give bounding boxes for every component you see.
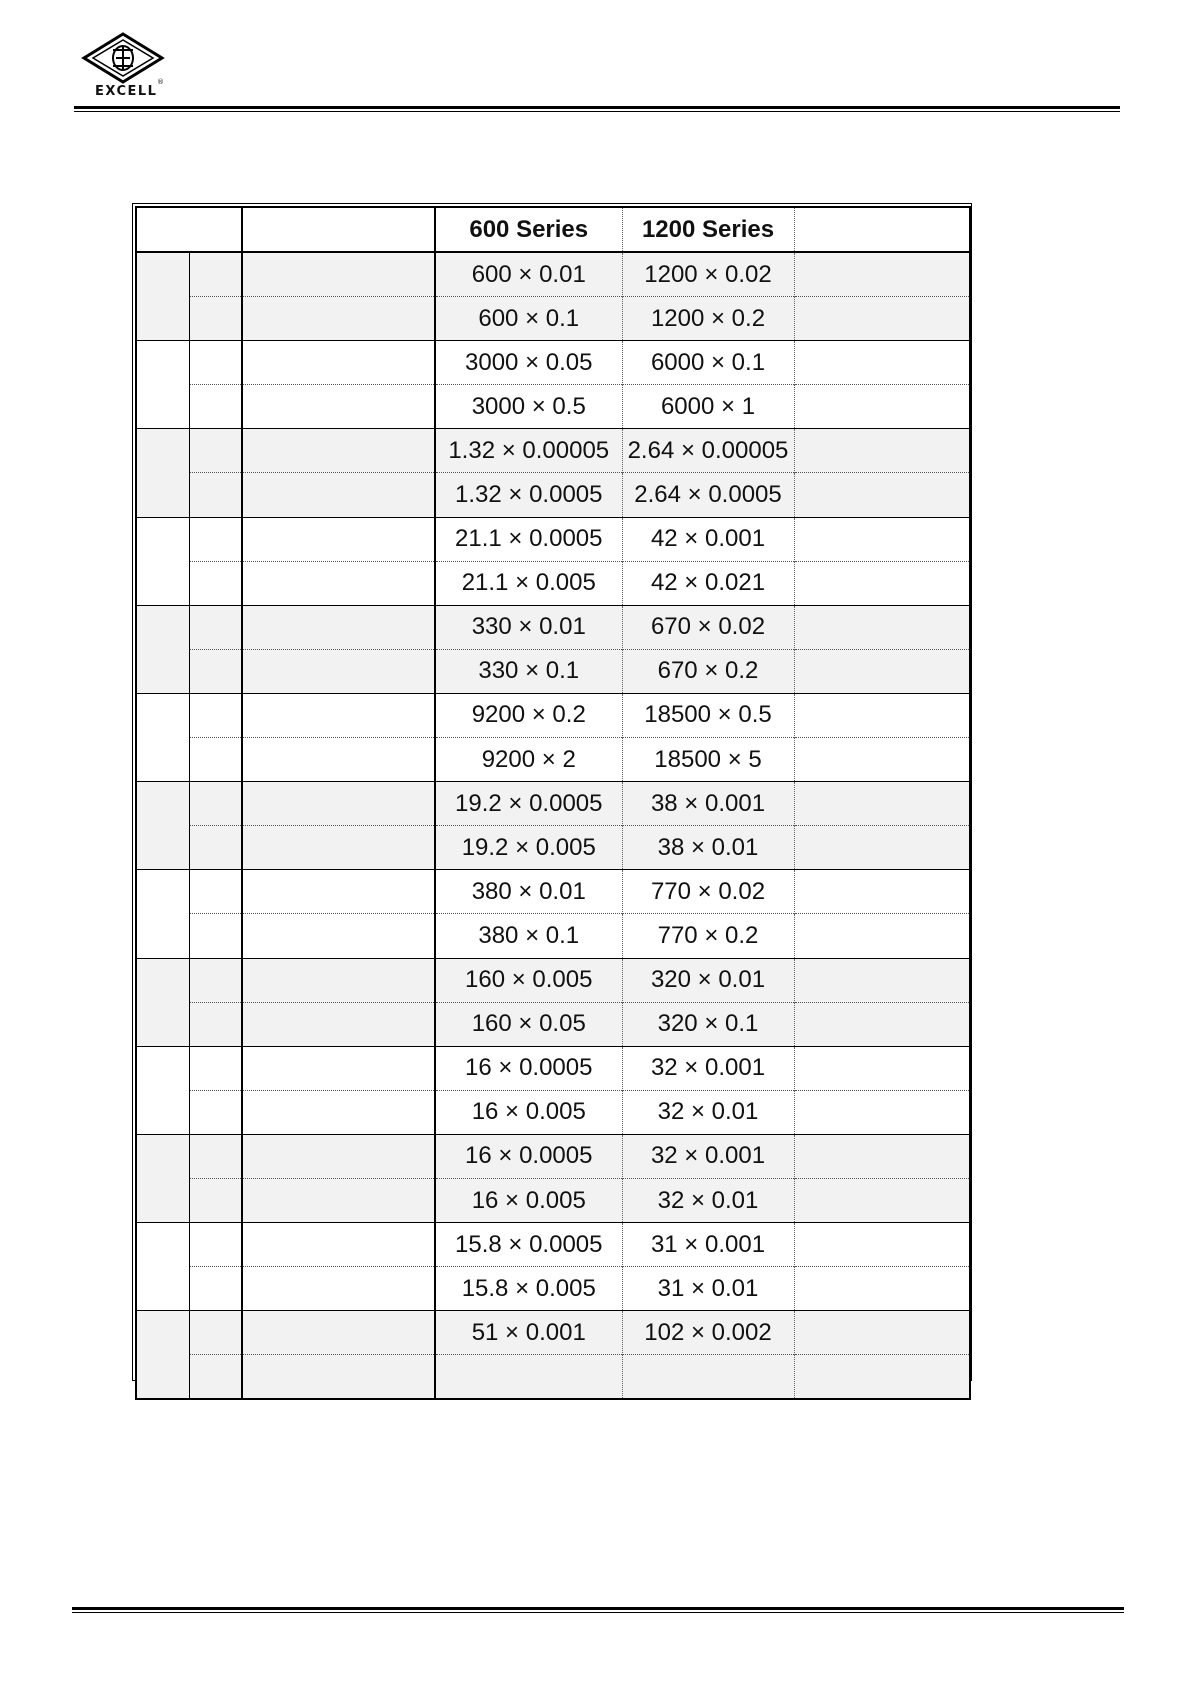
header-rule-thin <box>74 111 1120 112</box>
value-600-series: 1.32 × 0.0005 <box>435 473 622 517</box>
unit-cell <box>189 1046 242 1090</box>
value-1200-series <box>622 1355 794 1400</box>
label-cell <box>242 738 435 782</box>
value-600-series: 1.32 × 0.00005 <box>435 429 622 473</box>
blank-cell <box>794 1090 970 1134</box>
value-600-series: 16 × 0.005 <box>435 1090 622 1134</box>
value-600-series: 21.1 × 0.0005 <box>435 517 622 561</box>
table-row <box>136 341 970 385</box>
table-row <box>136 385 970 429</box>
value-600-series: 160 × 0.05 <box>435 1002 622 1046</box>
table-row <box>136 1311 970 1355</box>
header-cell-blank <box>136 207 242 252</box>
blank-cell <box>794 341 970 385</box>
value-600-series: 16 × 0.0005 <box>435 1046 622 1090</box>
blank-cell <box>794 958 970 1002</box>
value-1200-series: 42 × 0.021 <box>622 561 794 605</box>
unit-cell <box>189 1134 242 1178</box>
value-600-series: 160 × 0.005 <box>435 958 622 1002</box>
blank-cell <box>794 1311 970 1355</box>
label-cell <box>242 252 435 297</box>
label-cell <box>242 1134 435 1178</box>
blank-cell <box>794 1178 970 1222</box>
footer-rule-thin <box>72 1612 1124 1613</box>
group-cell <box>136 429 189 517</box>
header-cell-blank <box>242 207 435 252</box>
label-cell <box>242 561 435 605</box>
group-cell <box>136 1134 189 1222</box>
value-1200-series: 18500 × 5 <box>622 738 794 782</box>
value-1200-series: 38 × 0.001 <box>622 782 794 826</box>
unit-cell <box>189 1311 242 1355</box>
label-cell <box>242 958 435 1002</box>
blank-cell <box>794 1002 970 1046</box>
group-cell <box>136 782 189 870</box>
value-600-series: 19.2 × 0.0005 <box>435 782 622 826</box>
label-cell <box>242 1223 435 1267</box>
label-cell <box>242 1311 435 1355</box>
unit-cell <box>189 1178 242 1222</box>
blank-cell <box>794 429 970 473</box>
value-1200-series: 32 × 0.01 <box>622 1090 794 1134</box>
group-cell <box>136 1046 189 1134</box>
value-600-series: 3000 × 0.05 <box>435 341 622 385</box>
table-row <box>136 693 970 737</box>
unit-cell <box>189 782 242 826</box>
value-1200-series: 32 × 0.001 <box>622 1046 794 1090</box>
table-row <box>136 870 970 914</box>
unit-cell <box>189 914 242 958</box>
blank-cell <box>794 1355 970 1400</box>
table-row <box>136 517 970 561</box>
group-cell <box>136 252 189 341</box>
unit-cell <box>189 693 242 737</box>
value-600-series: 330 × 0.01 <box>435 605 622 649</box>
unit-cell <box>189 1090 242 1134</box>
table-row <box>136 605 970 649</box>
label-cell <box>242 385 435 429</box>
header-1200-series: 1200 Series <box>622 207 794 252</box>
value-1200-series: 42 × 0.001 <box>622 517 794 561</box>
value-1200-series: 1200 × 0.2 <box>622 297 794 341</box>
blank-cell <box>794 473 970 517</box>
table-row <box>136 1046 970 1090</box>
blank-cell <box>794 914 970 958</box>
table-row <box>136 1223 970 1267</box>
value-1200-series: 18500 × 0.5 <box>622 693 794 737</box>
label-cell <box>242 693 435 737</box>
label-cell <box>242 1355 435 1400</box>
value-1200-series: 31 × 0.001 <box>622 1223 794 1267</box>
blank-cell <box>794 826 970 870</box>
label-cell <box>242 517 435 561</box>
label-cell <box>242 870 435 914</box>
value-1200-series: 6000 × 1 <box>622 385 794 429</box>
header-600-series: 600 Series <box>435 207 622 252</box>
unit-cell <box>189 1002 242 1046</box>
value-1200-series: 770 × 0.02 <box>622 870 794 914</box>
value-1200-series: 2.64 × 0.00005 <box>622 429 794 473</box>
value-600-series: 15.8 × 0.0005 <box>435 1223 622 1267</box>
value-600-series: 380 × 0.1 <box>435 914 622 958</box>
label-cell <box>242 1002 435 1046</box>
value-600-series: 600 × 0.1 <box>435 297 622 341</box>
table-row <box>136 1002 970 1046</box>
table-row <box>136 738 970 782</box>
value-600-series: 9200 × 2 <box>435 738 622 782</box>
label-cell <box>242 341 435 385</box>
table-row <box>136 649 970 693</box>
table-row <box>136 473 970 517</box>
capacity-resolution-table <box>135 206 971 1400</box>
value-600-series: 380 × 0.01 <box>435 870 622 914</box>
blank-cell <box>794 1046 970 1090</box>
table-row <box>136 1134 970 1178</box>
label-cell <box>242 826 435 870</box>
header-rule <box>74 106 1120 109</box>
label-cell <box>242 1178 435 1222</box>
value-1200-series: 320 × 0.1 <box>622 1002 794 1046</box>
value-1200-series: 1200 × 0.02 <box>622 252 794 297</box>
value-1200-series: 2.64 × 0.0005 <box>622 473 794 517</box>
value-600-series: 3000 × 0.5 <box>435 385 622 429</box>
unit-cell <box>189 1355 242 1400</box>
group-cell <box>136 1223 189 1311</box>
table-row <box>136 826 970 870</box>
label-cell <box>242 1046 435 1090</box>
value-600-series: 19.2 × 0.005 <box>435 826 622 870</box>
value-600-series: 600 × 0.01 <box>435 252 622 297</box>
value-600-series: 21.1 × 0.005 <box>435 561 622 605</box>
blank-cell <box>794 297 970 341</box>
table-row <box>136 958 970 1002</box>
value-1200-series: 38 × 0.01 <box>622 826 794 870</box>
group-cell <box>136 605 189 693</box>
group-cell <box>136 870 189 958</box>
unit-cell <box>189 341 242 385</box>
blank-cell <box>794 782 970 826</box>
blank-cell <box>794 649 970 693</box>
value-1200-series: 31 × 0.01 <box>622 1267 794 1311</box>
value-600-series: 9200 × 0.2 <box>435 693 622 737</box>
value-1200-series: 320 × 0.01 <box>622 958 794 1002</box>
label-cell <box>242 473 435 517</box>
group-cell <box>136 958 189 1046</box>
blank-cell <box>794 870 970 914</box>
value-1200-series: 770 × 0.2 <box>622 914 794 958</box>
group-cell <box>136 693 189 781</box>
value-1200-series: 670 × 0.2 <box>622 649 794 693</box>
brand-name: EXCELL <box>95 84 158 99</box>
table-row <box>136 1178 970 1222</box>
unit-cell <box>189 517 242 561</box>
value-1200-series: 102 × 0.002 <box>622 1311 794 1355</box>
blank-cell <box>794 738 970 782</box>
table-row <box>136 914 970 958</box>
value-1200-series: 32 × 0.001 <box>622 1134 794 1178</box>
table-row <box>136 782 970 826</box>
value-600-series: 15.8 × 0.005 <box>435 1267 622 1311</box>
unit-cell <box>189 870 242 914</box>
value-600-series <box>435 1355 622 1400</box>
blank-cell <box>794 561 970 605</box>
label-cell <box>242 1090 435 1134</box>
value-600-series: 330 × 0.1 <box>435 649 622 693</box>
unit-cell <box>189 429 242 473</box>
table-row <box>136 561 970 605</box>
blank-cell <box>794 605 970 649</box>
blank-cell <box>794 385 970 429</box>
table-row <box>136 1355 970 1400</box>
value-1200-series: 670 × 0.02 <box>622 605 794 649</box>
blank-cell <box>794 1134 970 1178</box>
value-600-series: 16 × 0.005 <box>435 1178 622 1222</box>
unit-cell <box>189 1267 242 1311</box>
value-1200-series: 6000 × 0.1 <box>622 341 794 385</box>
unit-cell <box>189 605 242 649</box>
unit-cell <box>189 826 242 870</box>
registered-mark: ® <box>157 78 164 86</box>
group-cell <box>136 517 189 605</box>
blank-cell <box>794 517 970 561</box>
unit-cell <box>189 473 242 517</box>
blank-cell <box>794 1223 970 1267</box>
label-cell <box>242 914 435 958</box>
value-600-series: 51 × 0.001 <box>435 1311 622 1355</box>
footer-rule <box>72 1607 1124 1610</box>
unit-cell <box>189 649 242 693</box>
unit-cell <box>189 738 242 782</box>
label-cell <box>242 297 435 341</box>
blank-cell <box>794 1267 970 1311</box>
unit-cell <box>189 1223 242 1267</box>
unit-cell <box>189 385 242 429</box>
label-cell <box>242 605 435 649</box>
label-cell <box>242 649 435 693</box>
header-cell-blank <box>794 207 970 252</box>
table-row <box>136 1267 970 1311</box>
table-row <box>136 252 970 297</box>
unit-cell <box>189 561 242 605</box>
label-cell <box>242 429 435 473</box>
group-cell <box>136 1311 189 1400</box>
blank-cell <box>794 252 970 297</box>
unit-cell <box>189 958 242 1002</box>
value-1200-series: 32 × 0.01 <box>622 1178 794 1222</box>
label-cell <box>242 782 435 826</box>
value-600-series: 16 × 0.0005 <box>435 1134 622 1178</box>
unit-cell <box>189 297 242 341</box>
table-row <box>136 429 970 473</box>
group-cell <box>136 341 189 429</box>
table-header-row <box>136 207 970 252</box>
label-cell <box>242 1267 435 1311</box>
table-row <box>136 1090 970 1134</box>
unit-cell <box>189 252 242 297</box>
table-row <box>136 297 970 341</box>
blank-cell <box>794 693 970 737</box>
